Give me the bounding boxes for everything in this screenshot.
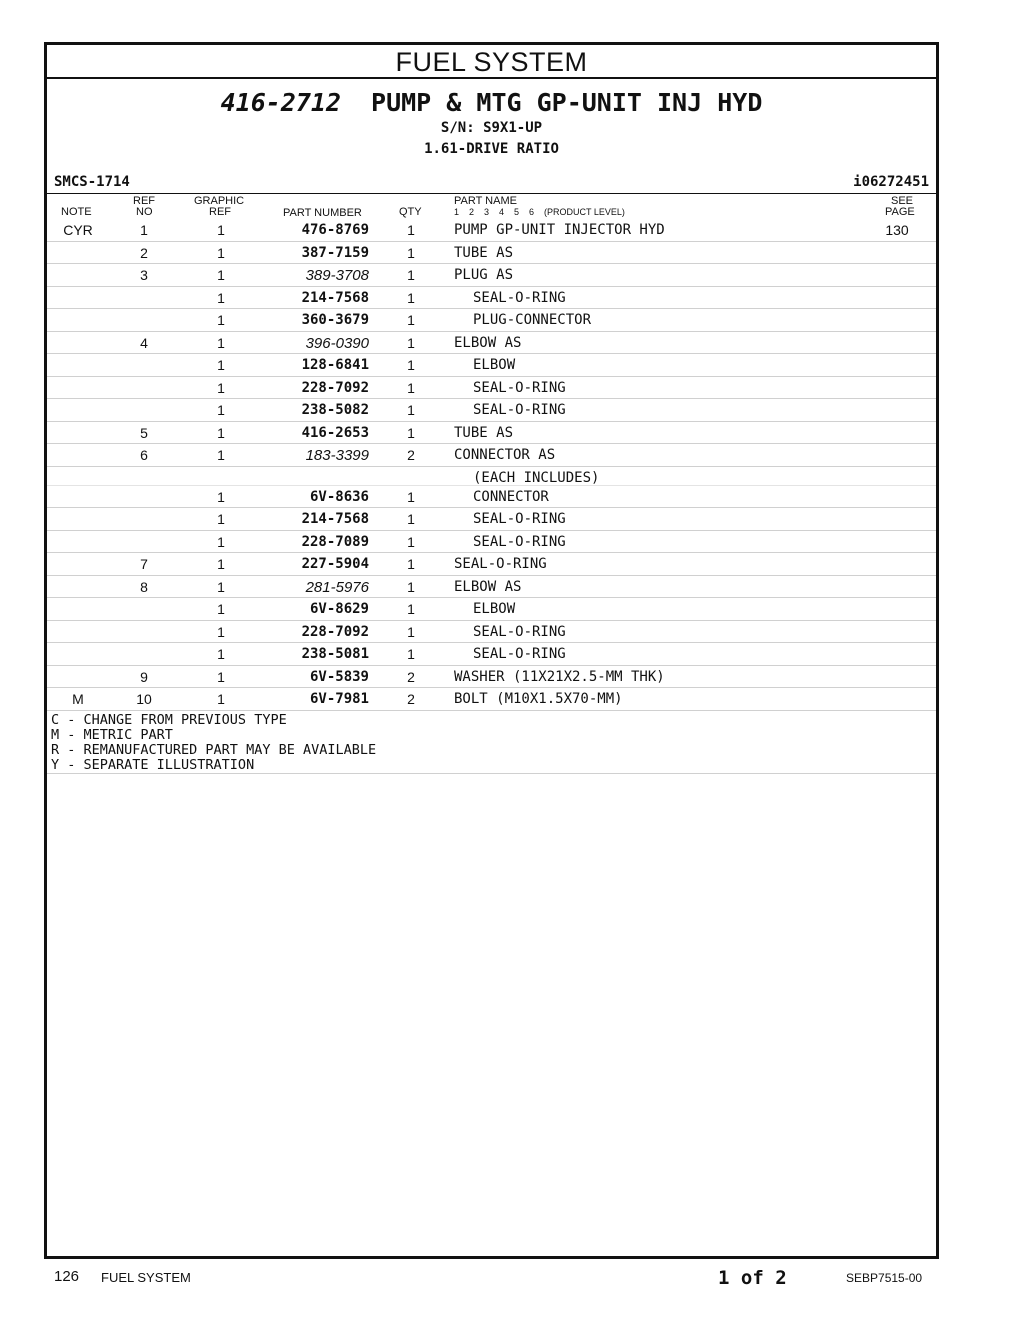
qty-cell: 1 (407, 646, 415, 662)
part-number-cell: 6V-7981 (309, 691, 369, 707)
part-name-cell: PLUG AS (454, 267, 514, 283)
ref-no-cell: 3 (140, 267, 148, 283)
part-name-cell: ELBOW AS (454, 334, 522, 351)
serial-number: S/N: S9X1-UP (440, 120, 543, 136)
col-graphic-top: GRAPHIC (194, 195, 245, 207)
col-note: NOTE (61, 206, 92, 218)
graphic-ref-cell: 1 (217, 447, 225, 463)
legend-item: M - METRIC PART (51, 726, 173, 743)
parts-list (47, 219, 936, 711)
part-number-cell: 281-5976 (305, 578, 369, 596)
drive-ratio: 1.61-DRIVE RATIO (424, 141, 559, 157)
table-row (47, 621, 936, 644)
ref-no-cell: 5 (140, 424, 148, 441)
legend-item: C - CHANGE FROM PREVIOUS TYPE (51, 711, 287, 728)
qty-cell: 1 (407, 601, 415, 617)
note-cell: CYR (63, 222, 93, 238)
qty-cell: 1 (407, 312, 415, 328)
qty-cell: 1 (407, 533, 415, 550)
group-name: PUMP & MTG GP-UNIT INJ HYD (371, 88, 763, 117)
qty-cell: 2 (407, 668, 415, 685)
col-part-number: PART NUMBER (283, 207, 362, 219)
page-number: 126 (54, 1268, 80, 1285)
graphic-ref-cell: 1 (217, 533, 225, 550)
part-number-cell: 238-5082 (301, 402, 369, 418)
part-number-cell: 228-7089 (301, 533, 369, 550)
table-row (47, 219, 936, 242)
graphic-ref-cell: 1 (217, 556, 225, 572)
table-row (47, 444, 936, 467)
ref-no-cell: 10 (136, 691, 152, 707)
part-number-cell: 228-7092 (301, 379, 369, 396)
col-see-top: SEE (891, 195, 914, 207)
table-row (47, 553, 936, 576)
parts-page-frame (44, 42, 939, 1259)
ref-no-cell: 2 (140, 244, 148, 261)
qty-cell: 2 (407, 691, 415, 707)
part-number-cell: 389-3708 (305, 267, 369, 284)
table-row (47, 377, 936, 400)
illustration-id: i06272451 (853, 174, 929, 190)
graphic-ref-cell: 1 (217, 511, 225, 527)
table-row (47, 467, 936, 486)
graphic-ref-cell: 1 (217, 312, 225, 328)
qty-cell: 1 (407, 488, 415, 505)
table-row (47, 643, 936, 666)
table-row (47, 531, 936, 554)
graphic-ref-cell: 1 (217, 402, 225, 418)
part-name-cell: ELBOW (473, 357, 516, 373)
part-name-cell: WASHER (11X21X2.5-MM THK) (454, 668, 665, 685)
footer-section: FUEL SYSTEM (101, 1270, 191, 1285)
col-graphic-bottom: REF (209, 206, 231, 218)
part-name-cell: SEAL-O-RING (454, 556, 547, 572)
smcs-code: SMCS-1714 (54, 174, 130, 190)
table-row (47, 264, 936, 287)
part-number-cell: 476-8769 (301, 222, 369, 238)
part-number-cell: 228-7092 (301, 623, 369, 640)
page-of: 1 of 2 (718, 1267, 787, 1289)
qty-cell: 1 (407, 511, 415, 527)
graphic-ref-cell: 1 (217, 488, 225, 505)
graphic-ref-cell: 1 (217, 578, 225, 595)
note-cell: M (72, 691, 84, 707)
table-row (47, 508, 936, 531)
qty-cell: 1 (407, 244, 415, 261)
part-name-cell: SEAL-O-RING (473, 646, 566, 662)
col-part-name: PART NAME (454, 195, 517, 207)
table-row (47, 332, 936, 355)
part-name-cell: SEAL-O-RING (473, 379, 566, 396)
ref-no-cell: 7 (140, 556, 148, 572)
part-number-cell: 387-7159 (301, 244, 369, 261)
table-row (47, 666, 936, 689)
col-qty: QTY (399, 206, 422, 218)
group-number: 416-2712 (220, 88, 342, 117)
col-product-levels: 1 2 3 4 5 6 (PRODUCT LEVEL) (454, 207, 625, 217)
ref-no-cell: 8 (140, 578, 148, 595)
part-name-cell: SEAL-O-RING (473, 511, 566, 527)
part-name-cell: TUBE AS (454, 424, 514, 441)
ref-no-cell: 1 (140, 222, 148, 238)
part-number-cell: 214-7568 (301, 511, 369, 527)
qty-cell: 2 (407, 447, 415, 463)
document-id: SEBP7515-00 (846, 1271, 923, 1285)
graphic-ref-cell: 1 (217, 334, 225, 351)
part-name-cell: PUMP GP-UNIT INJECTOR HYD (454, 222, 665, 238)
part-number-cell: 6V-8636 (309, 488, 369, 505)
legend-item: Y - SEPARATE ILLUSTRATION (51, 756, 255, 773)
part-number-cell: 128-6841 (301, 357, 369, 373)
table-row (47, 576, 936, 599)
table-row (47, 309, 936, 332)
part-number-cell: 396-0390 (305, 334, 369, 352)
qty-cell: 1 (407, 402, 415, 418)
part-name-cell: BOLT (M10X1.5X70-MM) (454, 691, 623, 707)
part-name-cell: CONNECTOR AS (454, 447, 556, 463)
qty-cell: 1 (407, 357, 415, 373)
ref-no-cell: 4 (140, 334, 148, 351)
section-title: FUEL SYSTEM (47, 45, 936, 79)
graphic-ref-cell: 1 (217, 289, 225, 306)
qty-cell: 1 (407, 267, 415, 283)
part-name-cell: PLUG-CONNECTOR (473, 312, 592, 328)
legend (47, 711, 936, 774)
graphic-ref-cell: 1 (217, 691, 225, 707)
qty-cell: 1 (407, 623, 415, 640)
part-number-cell: 227-5904 (301, 556, 369, 572)
part-name-cell: SEAL-O-RING (473, 289, 566, 306)
ref-no-cell: 9 (140, 668, 148, 685)
part-number-cell: 6V-5839 (309, 668, 369, 685)
graphic-ref-cell: 1 (217, 424, 225, 441)
table-row (47, 242, 936, 265)
part-number-cell: 416-2653 (301, 424, 369, 441)
part-name-cell: TUBE AS (454, 244, 514, 261)
qty-cell: 1 (407, 424, 415, 441)
qty-cell: 1 (407, 222, 415, 238)
part-name-cell: SEAL-O-RING (473, 533, 566, 550)
table-row (47, 399, 936, 422)
graphic-ref-cell: 1 (217, 646, 225, 662)
qty-cell: 1 (407, 289, 415, 306)
graphic-ref-cell: 1 (217, 357, 225, 373)
graphic-ref-cell: 1 (217, 244, 225, 261)
smcs-row (47, 171, 936, 194)
part-name-cell: SEAL-O-RING (473, 623, 566, 640)
col-ref-bottom: NO (136, 206, 153, 218)
graphic-ref-cell: 1 (217, 267, 225, 283)
page-footer (0, 1266, 1020, 1296)
table-row (47, 422, 936, 445)
part-number-cell: 238-5081 (301, 646, 369, 662)
part-name-cell: (EACH INCLUDES) (473, 469, 600, 486)
table-row (47, 688, 936, 711)
part-number-cell: 214-7568 (301, 289, 369, 306)
qty-cell: 1 (407, 578, 415, 595)
table-row (47, 598, 936, 621)
graphic-ref-cell: 1 (217, 222, 225, 238)
part-number-cell: 6V-8629 (309, 601, 369, 617)
part-name-cell: ELBOW AS (454, 578, 522, 595)
qty-cell: 1 (407, 556, 415, 572)
group-header (47, 88, 936, 157)
ref-no-cell: 6 (140, 447, 148, 463)
graphic-ref-cell: 1 (217, 379, 225, 396)
part-name-cell: SEAL-O-RING (473, 402, 566, 418)
col-see-bottom: PAGE (885, 206, 915, 218)
graphic-ref-cell: 1 (217, 668, 225, 685)
graphic-ref-cell: 1 (217, 623, 225, 640)
column-headers (47, 194, 936, 219)
see-page-cell: 130 (885, 222, 909, 238)
part-number-cell: 183-3399 (305, 447, 369, 464)
qty-cell: 1 (407, 379, 415, 396)
part-name-cell: ELBOW (473, 601, 516, 617)
group-title (47, 88, 936, 117)
col-ref-top: REF (133, 195, 155, 207)
part-name-cell: CONNECTOR (473, 488, 549, 505)
table-row (47, 354, 936, 377)
part-number-cell: 360-3679 (301, 312, 369, 328)
qty-cell: 1 (407, 334, 415, 351)
table-row (47, 486, 936, 509)
graphic-ref-cell: 1 (217, 601, 225, 617)
table-row (47, 287, 936, 310)
legend-item: R - REMANUFACTURED PART MAY BE AVAILABLE (51, 741, 377, 758)
